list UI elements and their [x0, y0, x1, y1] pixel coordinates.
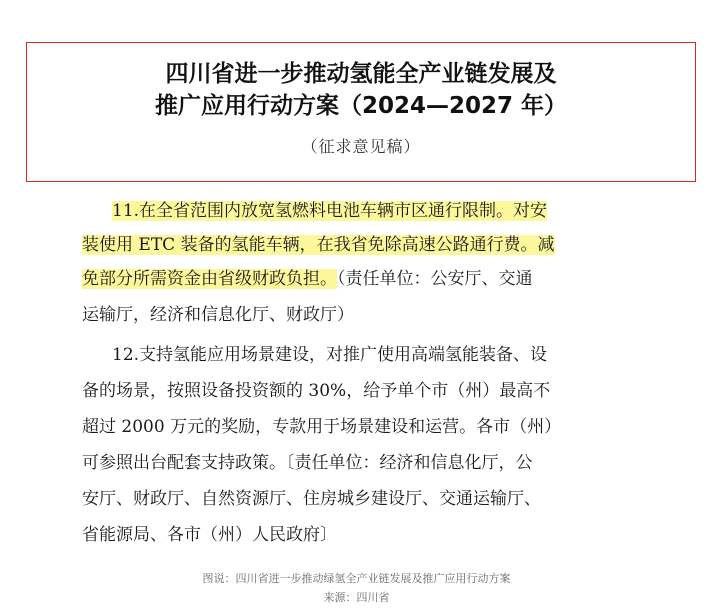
- document-title-line1: 四川省进一步推动氢能全产业链发展及: [165, 61, 557, 87]
- item-12-line2: 备的场景，按照设备投资额的 30%，给予单个市（州）最高不: [82, 381, 551, 401]
- highlight: 装使用 ETC 装备的氢能车辆，在我省免除高速公路通行费。减: [82, 235, 555, 255]
- highlight: 11.在全省范围内放宽氢燃料电池车辆市区通行限制。对安: [112, 201, 548, 221]
- document-subtitle: （征求意见稿）: [301, 137, 421, 156]
- highlight: 免部分所需资金由省级财政负担。: [82, 269, 337, 289]
- item-12-line1: 12.支持氢能应用场景建设，对推广使用高端氢能装备、设: [112, 345, 548, 365]
- item-12-line5: 安厅、财政厅、自然资源厅、住房城乡建设厅、交通运输厅、: [82, 489, 541, 509]
- item-11-line3-tail: （责任单位：公安厅、交通: [337, 269, 533, 289]
- item-11-line1: [112, 198, 547, 224]
- item-12-line6: 省能源局、各市（州）人民政府〕: [82, 525, 337, 545]
- item-11-line4: 运输厅，经济和信息化厅、财政厅）: [82, 305, 354, 325]
- item-12-line3: 超过 2000 万元的奖励，专款用于场景建设和运营。各市（州）: [82, 417, 562, 437]
- item-11-line2: [82, 232, 555, 258]
- title-box: [26, 42, 696, 182]
- document-title-line2: 推广应用行动方案（2024—2027 年）: [154, 93, 568, 119]
- item-12-line4: 可参照出台配套支持政策。〔责任单位：经济和信息化厅，公: [82, 453, 533, 473]
- item-11-line3: [82, 266, 533, 292]
- caption-line1: 图说：四川省进一步推动绿氢全产业链发展及推广应用行动方案: [202, 572, 511, 585]
- caption-source: 来源：四川省: [323, 591, 390, 604]
